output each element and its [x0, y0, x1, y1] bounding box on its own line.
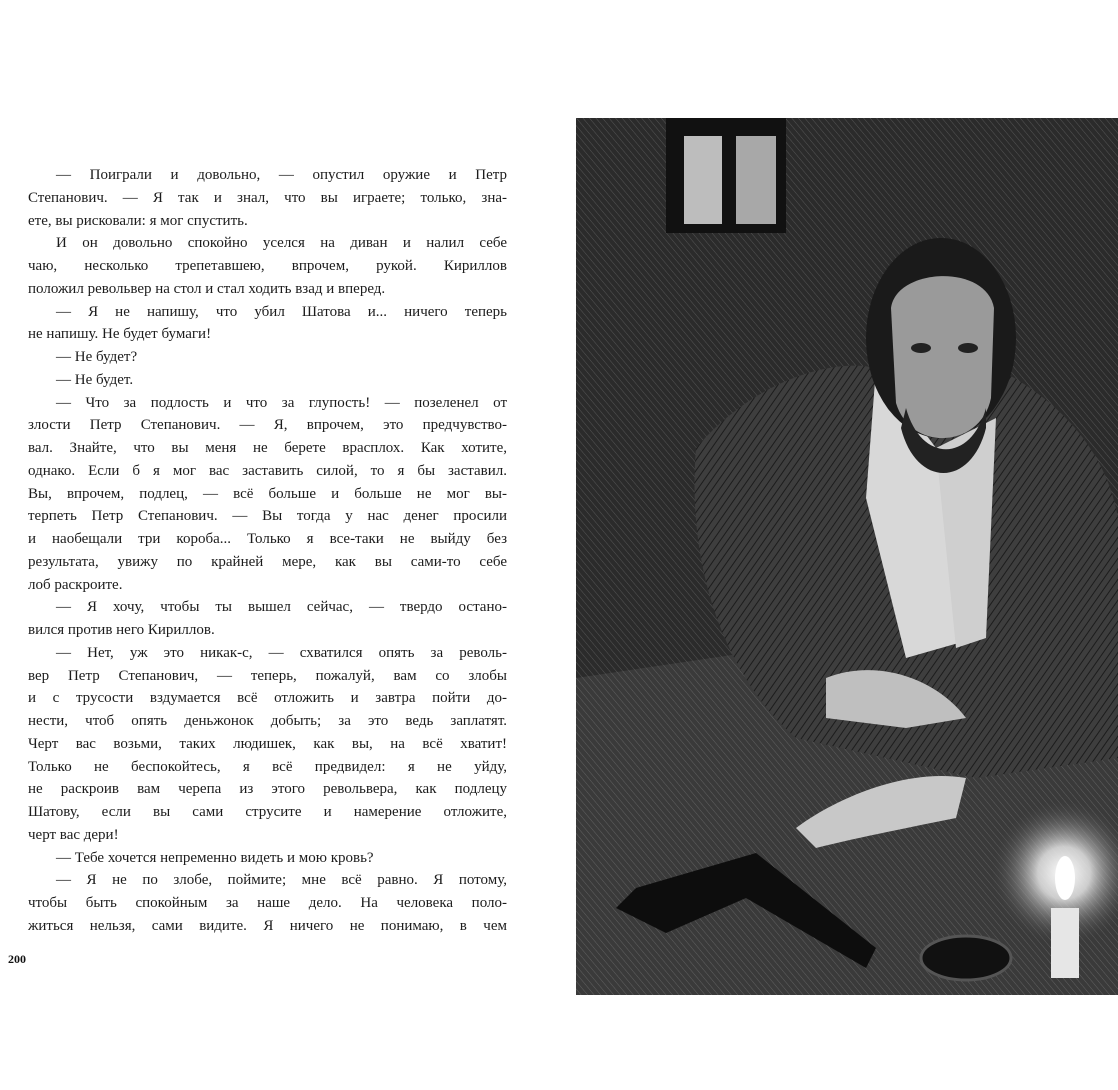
text-line: ете, вы рисковали: я мог спустить. — [28, 212, 248, 229]
text-line: — Я не по злобе, поймите; мне всё равно. Я потому, — [56, 872, 507, 889]
window — [666, 118, 786, 233]
text-line: положил револьвер на стол и стал ходить взад и вперед. — [28, 280, 386, 297]
text-line: Черт вас возьми, таких людишек, как вы, на всё хватит! — [28, 735, 507, 752]
text-line: Только не беспокойтесь, я всё предвидел: я не уйду, — [28, 758, 507, 775]
text-line: вился против него Кириллов. — [28, 622, 215, 638]
text-line: Вы, впрочем, подлец, — всё больше и больше не мог вы- — [28, 485, 507, 502]
text-line: — Не будет? — [56, 349, 138, 365]
text-line: результата, увижу по крайней мере, как вы сами-то себе — [28, 553, 507, 570]
text-line: не напишу. Не будет бумаги! — [28, 326, 212, 343]
text-line: Степанович. — Я так и знал, что вы играете; только, зна- — [28, 189, 507, 206]
text-line: злости Петр Степанович. — Я, впрочем, это предчувство- — [28, 417, 507, 434]
page-number: 200 — [8, 952, 26, 966]
text-line: — Что за подлость и что за глупость! — позеленел от — [56, 394, 507, 411]
text-line: И он довольно спокойно уселся на диван и налил себе — [56, 235, 507, 252]
text-line: — Я хочу, чтобы ты вышел сейчас, — твердо остано- — [56, 599, 507, 616]
illustration-man-with-revolver — [576, 118, 1118, 995]
text-line: чтобы быть спокойным за наше дело. На человека поло- — [28, 895, 507, 911]
text-line: — Тебе хочется непременно видеть и мою кровь? — [56, 849, 374, 866]
text-line: — Я не напишу, что убил Шатова и... ничего теперь — [56, 303, 507, 320]
text-line: чаю, несколько трепетавшею, впрочем, рукой. Кириллов — [28, 258, 507, 274]
text-line: лоб раскроите. — [28, 576, 123, 593]
text-line: вер Петр Степанович, — теперь, пожалуй, вам со злобы — [28, 667, 507, 684]
text-line: нести, чтоб опять деньжонок добыть; за это ведь заплатят. — [28, 713, 507, 729]
text-line: — Поиграли и довольно, — опустил оружие и Петр — [56, 167, 507, 183]
text-line: терпеть Петр Степанович. — Вы тогда у нас денег просили — [28, 508, 507, 525]
text-line: не раскроив вам черепа из этого револьвера, как подлецу — [28, 781, 507, 798]
text-line: и наобещали три короба... Только я все-таки не выйду без — [28, 531, 507, 547]
text-line: однако. Если б я мог вас заставить силой, то я бы заставил. — [28, 462, 507, 479]
text-line: — Нет, уж это никак-с, — схватился опять за револь- — [56, 644, 507, 661]
text-line: житься нельзя, сами видите. Я ничего не понимаю, в чем — [28, 917, 507, 934]
text-line: — Не будет. — [56, 371, 134, 388]
text-line: вал. Знайте, что вы меня не берете врасплох. Как хотите, — [28, 440, 507, 456]
text-line: черт вас дери! — [28, 826, 119, 843]
text-line: Шатову, если вы сами струсите и намерение отложите, — [28, 804, 507, 820]
body-text — [28, 164, 507, 938]
text-line: и с трусости вздумается всё отложить и завтра пойти до- — [28, 690, 507, 707]
